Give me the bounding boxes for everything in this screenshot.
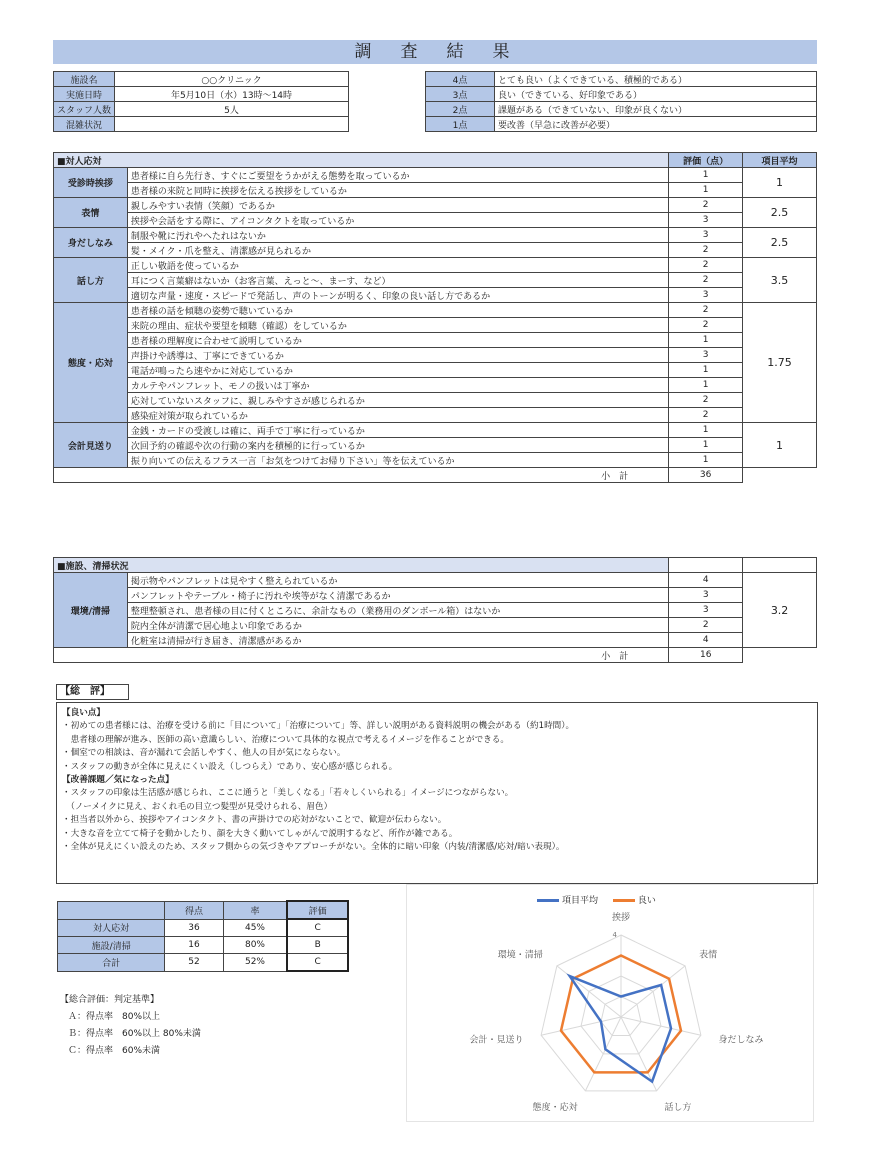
item-score: 2	[669, 273, 743, 288]
scale-label: 2点	[426, 102, 495, 117]
summary-header: 評価	[287, 901, 348, 919]
item-text: 耳につく言葉癖はないか（お客言葉、えっと〜、まーす、など）	[127, 273, 668, 288]
info-table	[53, 71, 349, 132]
table-row	[54, 378, 817, 393]
item-score: 1	[669, 438, 743, 453]
good-line: 患者様の理解が進み、医師の高い意識らしい、治療について具体的な視点で考えるイメージを作ることができる。	[62, 734, 509, 745]
radar-spoke	[621, 1017, 701, 1035]
avg-col-header: 項目平均	[743, 153, 817, 168]
summary-row	[58, 954, 349, 972]
table-row	[54, 438, 817, 453]
subtotal-label: 小 計	[54, 648, 669, 663]
summary-cell: C	[287, 954, 348, 972]
group-average: 1	[743, 423, 817, 468]
scale-row	[426, 72, 817, 87]
improve-line: ・スタッフの印象は生活感が感じられ、ここに通うと「美しくなる」「若々しくいられる」イメージにつながらない。	[62, 788, 514, 799]
group-average: 1.75	[743, 303, 817, 423]
info-row	[54, 72, 349, 87]
good-line: ・スタッフの動きが全体に見えにくい設え（しつらえ）であり、安心感が感じられる。	[62, 761, 398, 772]
item-text: 金銭・カードの受渡しは確に、両手で丁寧に行っているか	[127, 423, 668, 438]
group-average: 2.5	[743, 228, 817, 258]
blank-cell	[743, 468, 817, 483]
info-label: スタッフ人数	[54, 102, 115, 117]
item-text: 化粧室は清掃が行き届き、清潔感があるか	[127, 633, 668, 648]
summary-cell: 52%	[223, 954, 287, 972]
info-row	[54, 87, 349, 102]
item-score: 1	[669, 168, 743, 183]
item-score: 3	[669, 288, 743, 303]
table-row	[54, 333, 817, 348]
radar-spoke	[541, 1017, 621, 1035]
improve-line: ・全体が見えにくい設えのため、スタッフ側からの気づきやアプローチがない。全体的に暗い印象（内装/清潔感/応対/暗い表現）。	[62, 842, 565, 853]
item-score: 1	[669, 423, 743, 438]
axis-label: 環境・清掃	[497, 950, 543, 961]
subtotal-label: 小 計	[54, 468, 669, 483]
info-value	[115, 117, 349, 132]
item-score: 1	[669, 333, 743, 348]
item-score: 2	[669, 408, 743, 423]
category-label: 態度・応対	[54, 303, 128, 423]
table-row	[54, 288, 817, 303]
group-average: 3.5	[743, 258, 817, 303]
table-row	[54, 603, 817, 618]
item-score: 4	[669, 633, 743, 648]
table-row	[54, 198, 817, 213]
group-average: 3.2	[743, 573, 817, 648]
item-text: 患者様に自ら先行き、すぐにご要望をうかがえる態勢を取っているか	[127, 168, 668, 183]
summary-cell: 52	[165, 954, 223, 972]
subtotal-value: 36	[669, 468, 743, 483]
criteria	[60, 992, 201, 1060]
section-title: ■施設、清掃状況	[54, 558, 669, 573]
item-text: 来院の理由、症状や要望を傾聴（確認）をしているか	[127, 318, 668, 333]
category-label: 表情	[54, 198, 128, 228]
section1-table	[53, 152, 817, 483]
good-line: ・個室での相談は、音が漏れて会話しやすく、他人の目が気にならない。	[62, 748, 346, 759]
comment-heading: 【総 評】	[56, 684, 129, 700]
legend-label-1: 良い	[637, 896, 656, 906]
radar-svg	[407, 885, 813, 1121]
page-title: 調 査 結 果	[53, 40, 817, 64]
table-row	[54, 453, 817, 468]
item-score: 3	[669, 348, 743, 363]
summary-cell: 36	[165, 919, 223, 937]
summary-row-label: 合計	[58, 954, 165, 972]
item-score: 2	[669, 243, 743, 258]
item-text: 正しい敬語を使っているか	[127, 258, 668, 273]
info-label: 施設名	[54, 72, 115, 87]
item-text: 親しみやすい表情（笑顔）であるか	[127, 198, 668, 213]
table-row	[54, 228, 817, 243]
improve-line: ・大きな音を立てて椅子を動かしたり、顔を大きく動いてしゃがんで説明するなど、所作が雑である。	[62, 828, 458, 839]
info-value: ○○クリニック	[115, 72, 349, 87]
table-row	[54, 408, 817, 423]
scale-value: 課題がある（できていない、印象が良くない）	[495, 102, 817, 117]
criteria-heading: 【総合評価：判定基準】	[60, 995, 160, 1005]
improve-line: （ノーメイクに見え、おくれ毛の目立つ髪型が見受けられる、眉色）	[62, 801, 333, 812]
group-average: 1	[743, 168, 817, 198]
summary-row	[58, 919, 349, 937]
subtotal-row	[54, 648, 817, 663]
item-text: 感染症対策が取られているか	[127, 408, 668, 423]
category-label: 受診時挨拶	[54, 168, 128, 198]
category-label: 話し方	[54, 258, 128, 303]
item-text: 院内全体が清潔で居心地よい印象であるか	[127, 618, 668, 633]
axis-label: 表情	[699, 950, 718, 961]
scale-label: 4点	[426, 72, 495, 87]
axis-label: 態度・応対	[532, 1103, 578, 1114]
summary-cell: 16	[165, 937, 223, 954]
item-score: 2	[669, 303, 743, 318]
item-text: 患者様の話を傾聴の姿勢で聴いているか	[127, 303, 668, 318]
info-row	[54, 117, 349, 132]
table-row	[54, 348, 817, 363]
summary-cell: C	[287, 919, 348, 937]
scale-value: 要改善（早急に改善が必要）	[495, 117, 817, 132]
good-line: ・初めての患者様には、治療を受ける前に「目について」「治療について」等、詳しい説明がある資料説明の機会がある（約1時間）。	[62, 721, 575, 732]
criteria-line: Ｂ：得点率 60%以上 80%未満	[68, 1029, 201, 1039]
table-row	[54, 303, 817, 318]
item-score: 3	[669, 588, 743, 603]
scale-label: 3点	[426, 87, 495, 102]
criteria-line: Ｃ：得点率 60%未満	[68, 1046, 161, 1056]
radar-tick-label: 4	[612, 931, 617, 939]
item-text: 患者様の来院と同時に挨拶を伝える挨拶をしているか	[127, 183, 668, 198]
scale-value: とても良い（よくできている、積極的である）	[495, 72, 817, 87]
table-row	[54, 423, 817, 438]
subtotal-row	[54, 468, 817, 483]
item-text: 髪・メイク・爪を整え、清潔感が見られるか	[127, 243, 668, 258]
item-score: 3	[669, 228, 743, 243]
item-text: 挨拶や会話をする際に、アイコンタクトを取っているか	[127, 213, 668, 228]
blank-cell	[669, 558, 743, 573]
comment-box	[56, 702, 818, 884]
item-score: 2	[669, 258, 743, 273]
item-score: 2	[669, 393, 743, 408]
criteria-line: Ａ：得点率 80%以上	[68, 1012, 161, 1022]
scale-label: 1点	[426, 117, 495, 132]
good-heading: 【良い点】	[62, 708, 105, 718]
item-text: 声掛けや誘導は、丁寧にできているか	[127, 348, 668, 363]
table-row	[54, 183, 817, 198]
table-row	[54, 588, 817, 603]
category-label: 身だしなみ	[54, 228, 128, 258]
summary-header: 率	[223, 901, 287, 919]
table-row	[54, 393, 817, 408]
info-row	[54, 102, 349, 117]
summary-cell: 80%	[223, 937, 287, 954]
summary-row-label: 施設/清掃	[58, 937, 165, 954]
table-row	[54, 633, 817, 648]
summary-table	[57, 900, 349, 972]
improve-line: ・担当者以外から、挨拶やアイコンタクト、書の声掛けでの応対がないことで、歓迎が伝わらない。	[62, 815, 447, 826]
item-score: 2	[669, 618, 743, 633]
summary-header-row	[58, 901, 349, 919]
info-label: 混雑状況	[54, 117, 115, 132]
item-score: 1	[669, 363, 743, 378]
item-score: 3	[669, 603, 743, 618]
axis-label: 会計・見送り	[469, 1035, 524, 1046]
summary-cell: 45%	[223, 919, 287, 937]
scale-table	[425, 71, 817, 132]
info-label: 実施日時	[54, 87, 115, 102]
item-score: 4	[669, 573, 743, 588]
item-score: 3	[669, 213, 743, 228]
section-title: ■対人応対	[54, 153, 669, 168]
blank-cell	[743, 558, 817, 573]
info-value: 5人	[115, 102, 349, 117]
scale-row	[426, 117, 817, 132]
item-text: 電話が鳴ったら速やかに対応しているか	[127, 363, 668, 378]
scale-value: 良い（できている、好印象である）	[495, 87, 817, 102]
item-score: 2	[669, 318, 743, 333]
item-text: 適切な声量・速度・スピードで発話し、声のトーンが明るく、印象の良い話し方であるか	[127, 288, 668, 303]
table-row	[54, 618, 817, 633]
item-text: 応対していないスタッフに、親しみやすさが感じられるか	[127, 393, 668, 408]
radar-chart	[406, 884, 814, 1122]
group-average: 2.5	[743, 198, 817, 228]
improve-heading: 【改善課題／気になった点】	[62, 775, 174, 786]
table-row	[54, 243, 817, 258]
section2-table	[53, 557, 817, 663]
series-line-項目平均	[570, 976, 671, 1082]
subtotal-value: 16	[669, 648, 743, 663]
category-label: 会計見送り	[54, 423, 128, 468]
item-score: 2	[669, 198, 743, 213]
summary-cell: B	[287, 937, 348, 954]
scale-row	[426, 102, 817, 117]
item-score: 1	[669, 453, 743, 468]
table-row	[54, 363, 817, 378]
info-value: 年5月10日（水）13時〜14時	[115, 87, 349, 102]
score-col-header: 評価（点）	[669, 153, 743, 168]
item-text: 整理整頓され、患者様の目に付くところに、余計なもの（業務用のダンボール箱）はないか	[127, 603, 668, 618]
blank-cell	[743, 648, 817, 663]
axis-label: 話し方	[664, 1103, 692, 1114]
table-row	[54, 168, 817, 183]
axis-label: 身だしなみ	[718, 1035, 764, 1046]
table-row	[54, 573, 817, 588]
table-row	[54, 258, 817, 273]
item-text: パンフレットやテーブル・椅子に汚れや埃等がなく清潔であるか	[127, 588, 668, 603]
item-text: 掲示物やパンフレットは見やすく整えられているか	[127, 573, 668, 588]
scale-row	[426, 87, 817, 102]
summary-row-label: 対人応対	[58, 919, 165, 937]
summary-header	[58, 901, 165, 919]
item-text: 制服や靴に汚れやヘたれはないか	[127, 228, 668, 243]
item-score: 1	[669, 183, 743, 198]
legend-label-0: 項目平均	[562, 896, 599, 906]
table-row	[54, 273, 817, 288]
item-text: カルテやパンフレット、モノの扱いは丁寧か	[127, 378, 668, 393]
item-score: 1	[669, 378, 743, 393]
item-text: 患者様の理解度に合わせて説明しているか	[127, 333, 668, 348]
category-label: 環境/清掃	[54, 573, 128, 648]
summary-row	[58, 937, 349, 954]
item-text: 振り向いての伝えるフラス一言「お気をつけてお帰り下さい」等を伝えているか	[127, 453, 668, 468]
summary-header: 得点	[165, 901, 223, 919]
section-header-row	[54, 153, 817, 168]
section-header-row	[54, 558, 817, 573]
table-row	[54, 213, 817, 228]
item-text: 次回予約の確認や次の行動の案内を積極的に行っているか	[127, 438, 668, 453]
table-row	[54, 318, 817, 333]
axis-label: 挨拶	[611, 913, 631, 923]
